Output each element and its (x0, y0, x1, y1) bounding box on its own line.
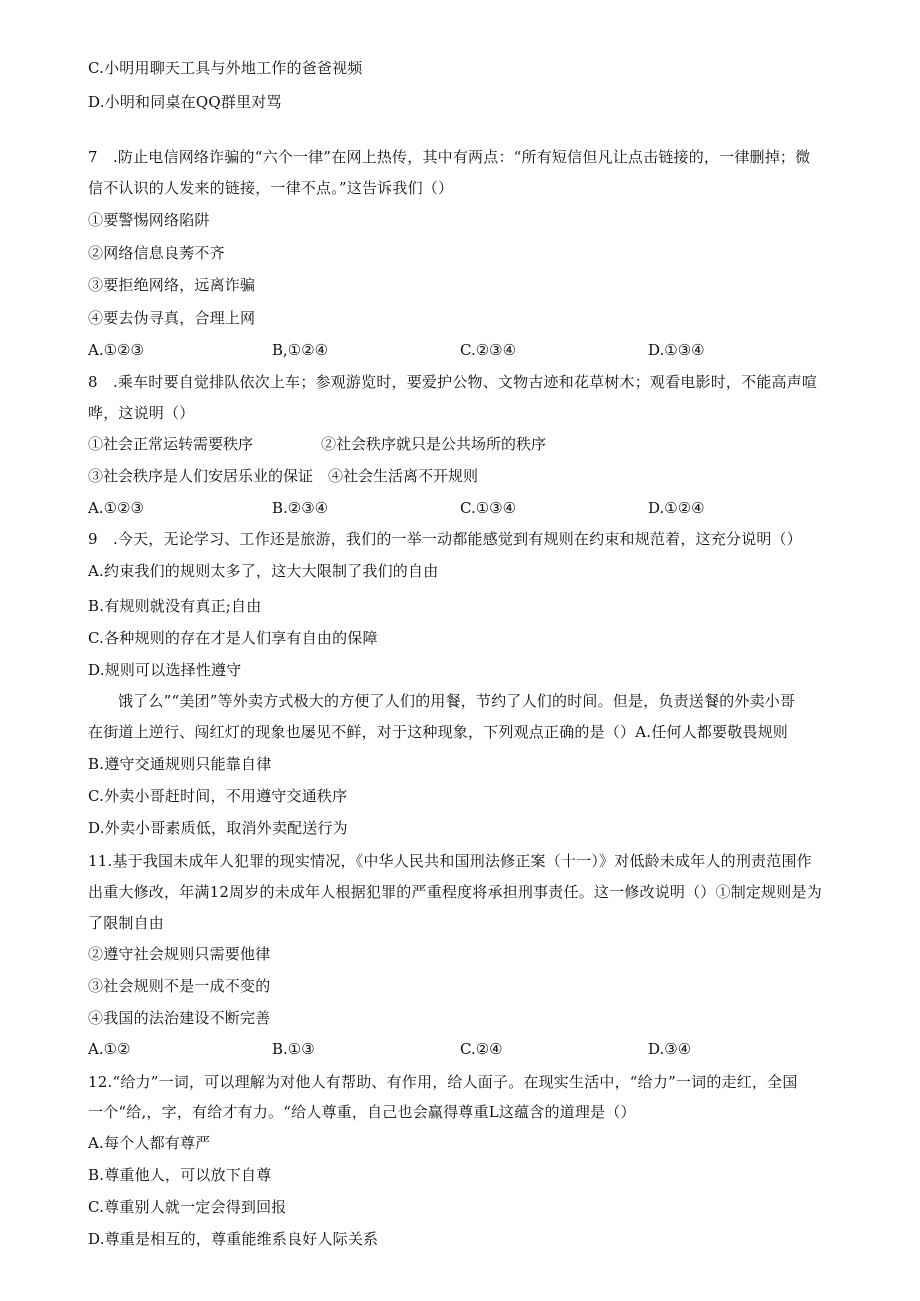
q8-item-1: ①社会正常运转需要秩序 (88, 435, 254, 453)
q8-item-4: ④社会生活离不开规则 (328, 467, 479, 485)
q7-stem-line1: 7 .防止电信网络诈骗的“六个一律”在网上热传，其中有两点：“所有短信但凡让点击链接的，一律删掉；微 (88, 148, 811, 166)
q10-option-c: C.外卖小哥赶时间，不用遵守交通秩序 (88, 787, 348, 805)
q12-option-a: A.每个人都有尊严 (88, 1134, 211, 1152)
q11-stem-line2: 出重大修改，年满12周岁的未成年人根据犯罪的严重程度将承担刑事责任。这一修改说明（）①制定规则是为 (88, 883, 822, 901)
q8-item-3: ③社会秩序是人们安居乐业的保证 (88, 467, 314, 485)
q11-item-3: ③社会规则不是一成不变的 (88, 977, 271, 995)
q10-stem-line1: 饿了么”“美团”等外卖方式极大的方便了人们的用餐，节约了人们的时间。但是，负责送餐的外卖小哥 (118, 692, 796, 710)
q9-option-c: C.各种规则的存在才是人们享有自由的保障 (88, 629, 378, 647)
q12-stem-line1: 12.“给力”一词，可以理解为对他人有帮助、有作用，给人面子。在现实生活中，“给力”一词的走红，全国 (88, 1073, 798, 1091)
q8-options (88, 498, 868, 518)
q11-options (88, 1039, 868, 1059)
q8-item-2: ②社会秩序就只是公共场所的秩序 (321, 435, 547, 453)
q10-option-d: D.外卖小哥素质低，取消外卖配送行为 (88, 819, 348, 837)
q8-option-d: D.①②④ (648, 499, 705, 517)
q9-option-b: B.有规则就没有真正;自由 (88, 597, 262, 615)
q10-option-b: B.遵守交通规则只能靠自律 (88, 755, 272, 773)
q7-options (88, 340, 868, 360)
q11-item-4: ④我国的法治建设不断完善 (88, 1009, 271, 1027)
q7-option-d: D.①③④ (648, 341, 705, 359)
q7-option-c: C.②③④ (460, 341, 517, 359)
q11-option-d: D.③④ (648, 1040, 692, 1058)
q7-item-4: ④要去伪寻真，合理上网 (88, 309, 256, 327)
q8-option-a: A.①②③ (88, 499, 144, 517)
q11-stem-line1: 11.基于我国未成年人犯罪的现实情况，《中华人民共和国刑法修正案（十一）》对低龄未成年人的刑责范围作 (88, 852, 812, 870)
q8-option-b: B.②③④ (272, 499, 329, 517)
q11-option-b: B.①③ (272, 1040, 315, 1058)
q8-stem-line1: 8 .乘车时要自觉排队依次上车；参观游览时，要爱护公物、文物古迹和花草树木；观看电影时，不能高声喧 (88, 373, 818, 391)
q9-option-d: D.规则可以选择性遵守 (88, 661, 242, 679)
q10-stem-line2: 在街道上逆行、闯红灯的现象也屡见不鲜，对于这种现象，下列观点正确的是（）A.任何人都要敬畏规则 (88, 723, 789, 741)
q7-item-3: ③要拒绝网络，远离诈骗 (88, 276, 256, 294)
q7-option-a: A.①②③ (88, 341, 144, 359)
q11-item-2: ②遵守社会规则只需要他律 (88, 945, 271, 963)
q8-option-c: C.①③④ (460, 499, 517, 517)
q11-stem-line3: 了限制自由 (88, 914, 165, 932)
q6-option-c: C.小明用聊天工具与外地工作的爸爸视频 (88, 59, 363, 77)
q11-option-a: A.①② (88, 1040, 131, 1058)
q7-item-1: ①要警惕网络陷阱 (88, 211, 210, 229)
q12-stem-line2: 一个“给,，字，有给才有力。“给人尊重，自己也会赢得尊重L这蕴含的道理是（） (88, 1103, 636, 1121)
q8-stem-line2: 哗，这说明（） (88, 404, 195, 422)
q11-option-c: C.②④ (460, 1040, 503, 1058)
q7-item-2: ②网络信息良莠不齐 (88, 244, 225, 262)
q7-stem-line2: 信不认识的人发来的链接，一律不点。”这告诉我们（） (88, 179, 454, 197)
q9-option-a: A.约束我们的规则太多了，这大大限制了我们的自由 (88, 562, 439, 580)
q12-option-c: C.尊重别人就一定会得到回报 (88, 1198, 287, 1216)
q7-option-b: B,①②④ (272, 341, 329, 359)
q12-option-d: D.尊重是相互的，尊重能维系良好人际关系 (88, 1230, 379, 1248)
q9-stem: 9 .今天，无论学习、工作还是旅游，我们的一举一动都能感觉到有规则在约束和规范着，这充分说明（） (88, 530, 802, 548)
q12-option-b: B.尊重他人，可以放下自尊 (88, 1166, 272, 1184)
q6-option-d: D.小明和同桌在QQ群里对骂 (88, 93, 282, 111)
